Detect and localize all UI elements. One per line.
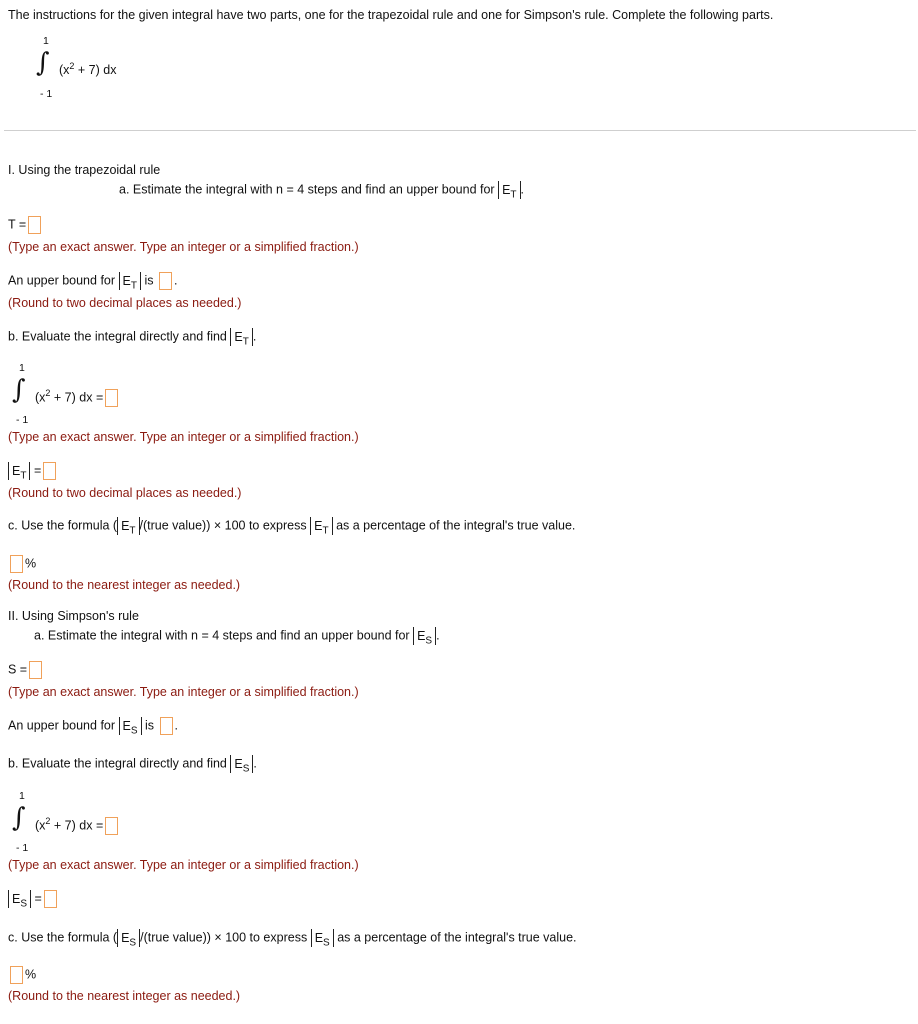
trap-percent-input[interactable] [10, 555, 23, 573]
trap-integral-hint: (Type an exact answer. Type an integer or a simplified fraction.) [8, 430, 359, 444]
et-bound-hint: (Round to two decimal places as needed.) [8, 296, 242, 310]
abs-es: $E_S$ [230, 755, 253, 773]
et-bound-input[interactable] [159, 272, 172, 290]
abs-et: $E_T$ [310, 517, 332, 535]
et-value-row: $E_T$ = [8, 462, 58, 480]
integral-lower-limit: - 1 [16, 414, 29, 426]
integral-lower-limit: - 1 [16, 842, 29, 854]
simp-percent-row: % [8, 966, 36, 984]
abs-et: $E_T$ [230, 328, 252, 346]
et-bound-row: An upper bound for $E_T$ is . [8, 273, 178, 292]
abs-es: $E_S$ [119, 717, 142, 735]
part2-b-question: b. Evaluate the integral directly and find $E_S$ . [8, 756, 257, 775]
integral-sign-icon: ∫ [12, 803, 26, 833]
trap-percent-hint: (Round to the nearest integer as needed.) [8, 578, 241, 592]
s-answer-input[interactable] [29, 661, 42, 679]
abs-et: $E_T$ [8, 462, 30, 480]
part1-c-question: c. Use the formula ( $E_T$ /(true value)) × 100 to express $E_T$ as a percentage of the integral's true value. [8, 518, 576, 537]
t-answer-row [8, 216, 43, 234]
t-label: T = [8, 217, 27, 232]
integral-upper-limit: 1 [43, 35, 49, 47]
integrand: $(x^2 + 7)$ dx [59, 60, 117, 77]
integral-upper-limit: 1 [19, 362, 25, 374]
part2-heading: II. Using Simpson's rule [8, 609, 139, 623]
s-hint: (Type an exact answer. Type an integer or a simplified fraction.) [8, 685, 359, 699]
instructions: The instructions for the given integral have two parts, one for the trapezoidal rule and one for Simpson's rule. Complete the following parts. [8, 8, 774, 22]
et-value-hint: (Round to two decimal places as needed.) [8, 486, 242, 500]
part1-a-question: a. Estimate the integral with n = 4 steps and find an upper bound for $E_T$ . [119, 182, 525, 201]
es-value-input[interactable] [44, 890, 57, 908]
simp-percent-hint: (Round to the nearest integer as needed.) [8, 989, 241, 1003]
abs-et: $E_T$ [498, 181, 520, 199]
integral-eval-row: $(x^2 + 7)$ dx = [35, 817, 120, 835]
t-hint: (Type an exact answer. Type an integer or a simplified fraction.) [8, 240, 359, 254]
trap-percent-row: % [8, 555, 36, 573]
es-bound-input[interactable] [160, 717, 173, 735]
es-value-row: $E_S$ = [8, 890, 59, 908]
integral-sign-icon: ∫ [36, 48, 50, 78]
es-bound-row: An upper bound for $E_S$ is . [8, 718, 179, 737]
part2-a-question: a. Estimate the integral with n = 4 steps and find an upper bound for $E_S$ . [34, 628, 440, 647]
abs-es: $E_S$ [8, 890, 31, 908]
abs-et: $E_T$ [117, 517, 139, 535]
integral-eval-row: $(x^2 + 7)$ dx = [35, 389, 120, 407]
abs-et: $E_T$ [119, 272, 141, 290]
part1-b-question: b. Evaluate the integral directly and find $E_T$ . [8, 329, 257, 348]
s-label: S = [8, 662, 28, 677]
divider [4, 130, 916, 131]
part2-c-question: c. Use the formula ( $E_S$ /(true value)) × 100 to express $E_S$ as a percentage of the integral's true value. [8, 930, 577, 949]
simp-integral-hint: (Type an exact answer. Type an integer or a simplified fraction.) [8, 858, 359, 872]
simp-percent-input[interactable] [10, 966, 23, 984]
integral-lower-limit: - 1 [40, 88, 53, 100]
abs-es: $E_S$ [311, 929, 334, 947]
simp-integral-input[interactable] [105, 817, 118, 835]
abs-es: $E_S$ [413, 627, 436, 645]
t-answer-input[interactable] [28, 216, 41, 234]
abs-es: $E_S$ [117, 929, 140, 947]
integral-upper-limit: 1 [19, 790, 25, 802]
trap-integral-input[interactable] [105, 389, 118, 407]
integral-sign-icon: ∫ [12, 375, 26, 405]
et-value-input[interactable] [43, 462, 56, 480]
s-answer-row [8, 661, 44, 679]
part1-heading: I. Using the trapezoidal rule [8, 163, 161, 177]
